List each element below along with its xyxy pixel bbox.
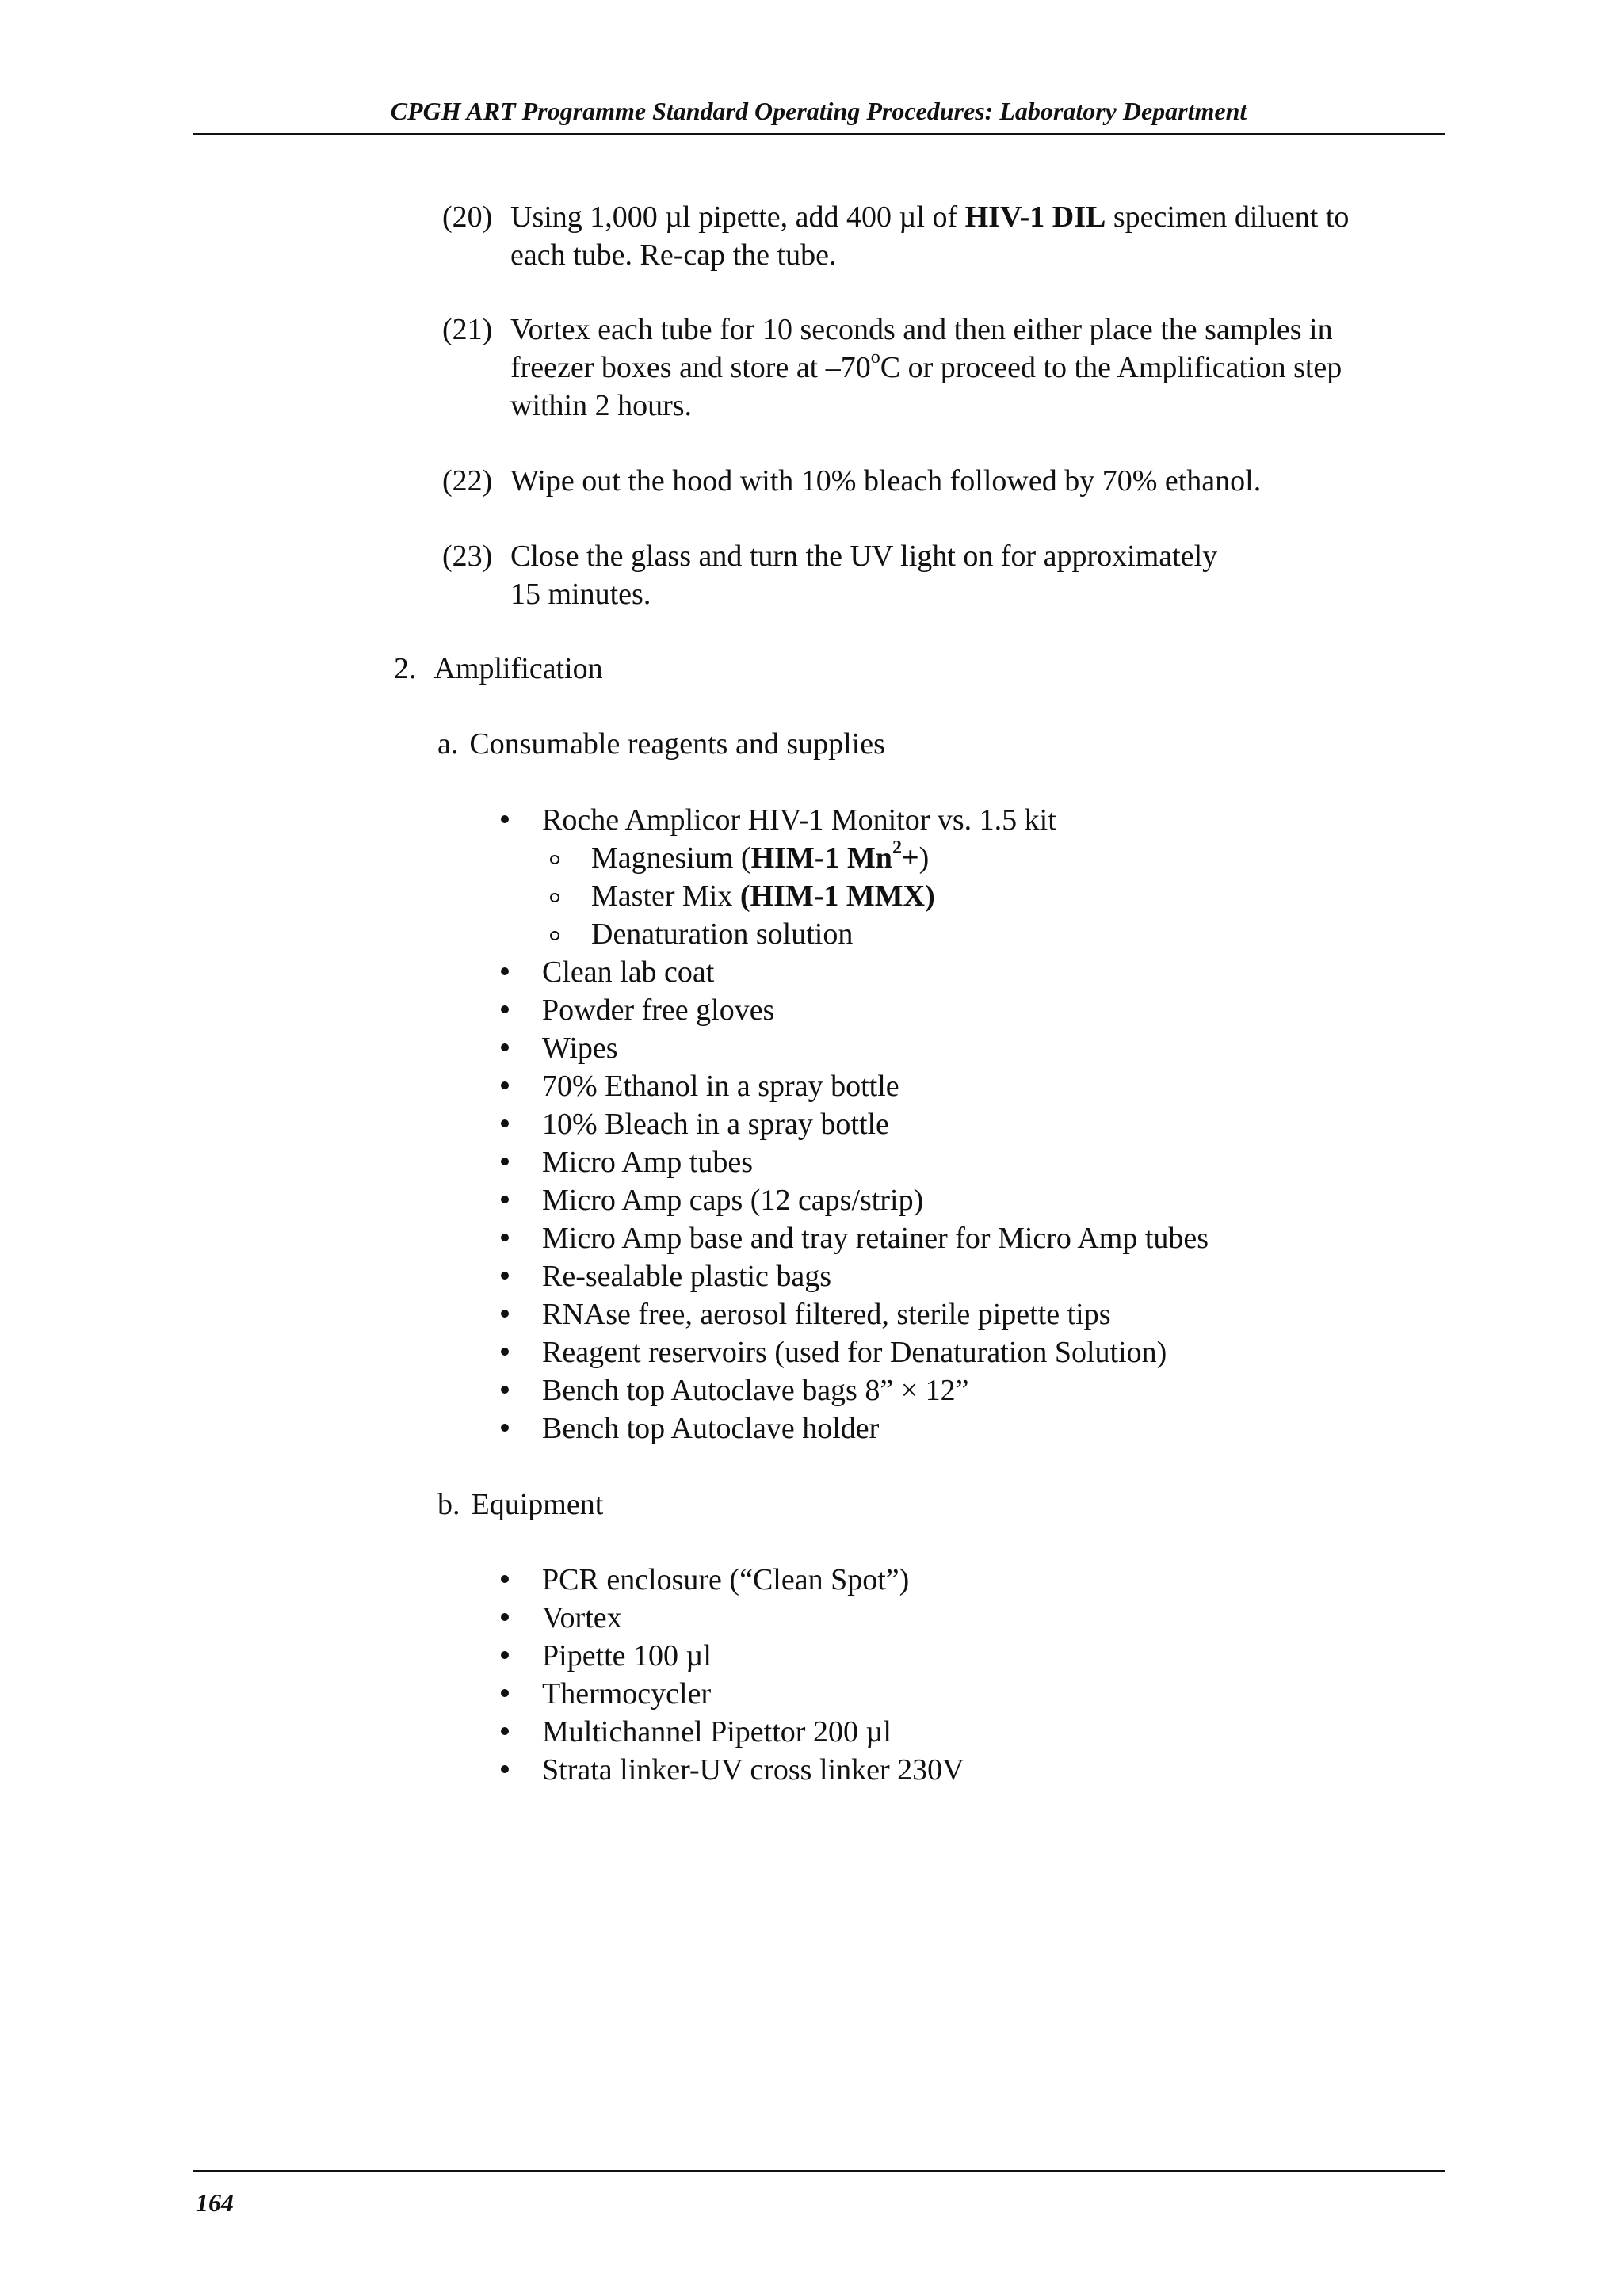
step-line — [510, 236, 1433, 274]
text-run: Wipe out the hood with 10% bleach followed by 70% ethanol. — [510, 464, 1262, 498]
step-line — [510, 198, 1433, 236]
list-item — [491, 1713, 964, 1751]
step-22 — [442, 462, 1433, 500]
bullet-icon — [501, 967, 509, 975]
item-text: 10% Bleach in a spray bottle — [542, 1108, 889, 1141]
item-text: Wipes — [542, 1032, 618, 1065]
item-text: Micro Amp tubes — [542, 1146, 753, 1179]
list-item — [491, 1561, 964, 1599]
step-21 — [442, 311, 1433, 425]
text-run: specimen diluent to — [1106, 200, 1350, 234]
step-text — [510, 462, 1433, 500]
subsection-letter: b. — [437, 1488, 460, 1521]
degree-superscript: o — [870, 347, 880, 368]
page-number: 164 — [196, 2188, 234, 2217]
step-number: (22) — [442, 464, 493, 498]
bullet-icon — [501, 1424, 509, 1432]
bullet-icon — [501, 1613, 509, 1621]
list-item — [491, 1105, 1209, 1143]
text-run: Vortex each tube for 10 seconds and then either place the samples in — [510, 313, 1333, 346]
text-run: freezer boxes and store at –70 — [510, 351, 871, 384]
item-text: Micro Amp caps (12 caps/strip) — [542, 1184, 924, 1217]
footer-rule — [193, 2170, 1445, 2172]
item-text: Micro Amp base and tray retainer for Micro Amp tubes — [542, 1222, 1209, 1255]
step-line — [510, 462, 1433, 500]
list-item — [491, 1029, 1209, 1067]
circle-bullet-icon — [550, 931, 559, 940]
bullet-icon — [501, 1005, 509, 1013]
subsection-heading-consumables — [437, 725, 885, 763]
list-subitem — [491, 839, 1209, 877]
list-item — [491, 801, 1209, 839]
subsection-title: Consumable reagents and supplies — [469, 727, 885, 761]
reagent-code: HIV-1 DIL — [964, 200, 1106, 234]
list-item — [491, 1751, 964, 1789]
list-subitem — [491, 915, 1209, 953]
item-text: Vortex — [542, 1601, 622, 1634]
bullet-icon — [501, 1043, 509, 1051]
item-text: Strata linker-UV cross linker 230V — [542, 1753, 964, 1787]
item-text: 70% Ethanol in a spray bottle — [542, 1070, 899, 1103]
list-subitem — [491, 877, 1209, 915]
list-item — [491, 1181, 1209, 1219]
bullet-icon — [501, 1348, 509, 1356]
text-run: 15 minutes. — [510, 578, 651, 611]
text-run: C or proceed to the Amplification step — [880, 351, 1342, 384]
step-line — [510, 537, 1433, 575]
header-rule — [193, 133, 1445, 135]
list-item — [491, 1257, 1209, 1295]
bullet-icon — [501, 1196, 509, 1203]
consumables-list — [491, 801, 1209, 1447]
step-line — [510, 311, 1433, 349]
step-line — [510, 575, 1433, 613]
item-text: Denaturation solution — [591, 917, 854, 951]
item-text: Magnesium ( — [591, 841, 751, 875]
subsection-letter: a. — [437, 727, 459, 761]
reagent-code: HIM-1 Mn — [750, 841, 892, 875]
step-line — [510, 387, 1433, 425]
list-item — [491, 1371, 1209, 1409]
item-text: PCR enclosure (“Clean Spot”) — [542, 1563, 910, 1596]
item-text: ) — [918, 841, 930, 875]
bullet-icon — [501, 1386, 509, 1394]
list-item — [491, 991, 1209, 1029]
bullet-icon — [501, 1651, 509, 1659]
reagent-code: (HIM-1 MMX) — [739, 879, 935, 913]
subsection-heading-equipment — [437, 1486, 603, 1524]
running-header: CPGH ART Programme Standard Operating Procedures: Laboratory Department — [390, 97, 1247, 125]
list-item — [491, 1599, 964, 1637]
step-number: (21) — [442, 313, 493, 346]
bullet-icon — [501, 815, 509, 823]
list-item — [491, 1675, 964, 1713]
item-text: Thermocycler — [542, 1677, 712, 1711]
item-text: Multichannel Pipettor 200 µl — [542, 1715, 892, 1749]
bullet-icon — [501, 1689, 509, 1697]
step-text — [510, 311, 1433, 425]
bullet-icon — [501, 1234, 509, 1241]
subsection-title: Equipment — [471, 1488, 604, 1521]
step-23 — [442, 537, 1433, 613]
list-item — [491, 1409, 1209, 1447]
text-run: within 2 hours. — [510, 389, 693, 422]
section-number: 2. — [394, 652, 417, 685]
list-item — [491, 1295, 1209, 1333]
list-item — [491, 953, 1209, 991]
bullet-icon — [501, 1081, 509, 1089]
item-text: Reagent reservoirs (used for Denaturation Solution) — [542, 1336, 1167, 1369]
item-text: Bench top Autoclave holder — [542, 1412, 880, 1445]
item-text: Powder free gloves — [542, 994, 775, 1027]
list-item — [491, 1067, 1209, 1105]
circle-bullet-icon — [550, 893, 559, 902]
step-20 — [442, 198, 1433, 274]
list-item — [491, 1143, 1209, 1181]
step-line — [510, 349, 1433, 387]
step-number: (20) — [442, 200, 493, 234]
list-item — [491, 1637, 964, 1675]
item-text: Master Mix — [591, 879, 740, 913]
item-text: Clean lab coat — [542, 955, 715, 989]
list-item — [491, 1333, 1209, 1371]
circle-bullet-icon — [550, 855, 559, 864]
bullet-icon — [501, 1119, 509, 1127]
step-number: (23) — [442, 540, 493, 573]
bullet-icon — [501, 1310, 509, 1318]
equipment-list — [491, 1561, 964, 1789]
text-run: Using 1,000 µl pipette, add 400 µl of — [510, 200, 965, 234]
bullet-icon — [501, 1575, 509, 1583]
item-text: Roche Amplicor HIV-1 Monitor vs. 1.5 kit — [542, 803, 1056, 837]
bullet-icon — [501, 1272, 509, 1280]
item-text: Bench top Autoclave bags 8” × 12” — [542, 1374, 969, 1407]
bullet-icon — [501, 1158, 509, 1165]
item-text: RNAse free, aerosol filtered, sterile pipette tips — [542, 1298, 1111, 1331]
superscript: 2 — [892, 837, 902, 859]
bullet-icon — [501, 1765, 509, 1773]
text-run: each tube. Re-cap the tube. — [510, 238, 837, 272]
section-heading-amplification — [394, 650, 603, 688]
item-text: Re-sealable plastic bags — [542, 1260, 832, 1293]
reagent-code: + — [901, 841, 919, 875]
step-text — [510, 537, 1433, 613]
list-item — [491, 1219, 1209, 1257]
step-text — [510, 198, 1433, 274]
bullet-icon — [501, 1727, 509, 1735]
text-run: Close the glass and turn the UV light on for approximately — [510, 540, 1218, 573]
item-text: Pipette 100 µl — [542, 1639, 712, 1672]
section-title: Amplification — [433, 652, 603, 685]
